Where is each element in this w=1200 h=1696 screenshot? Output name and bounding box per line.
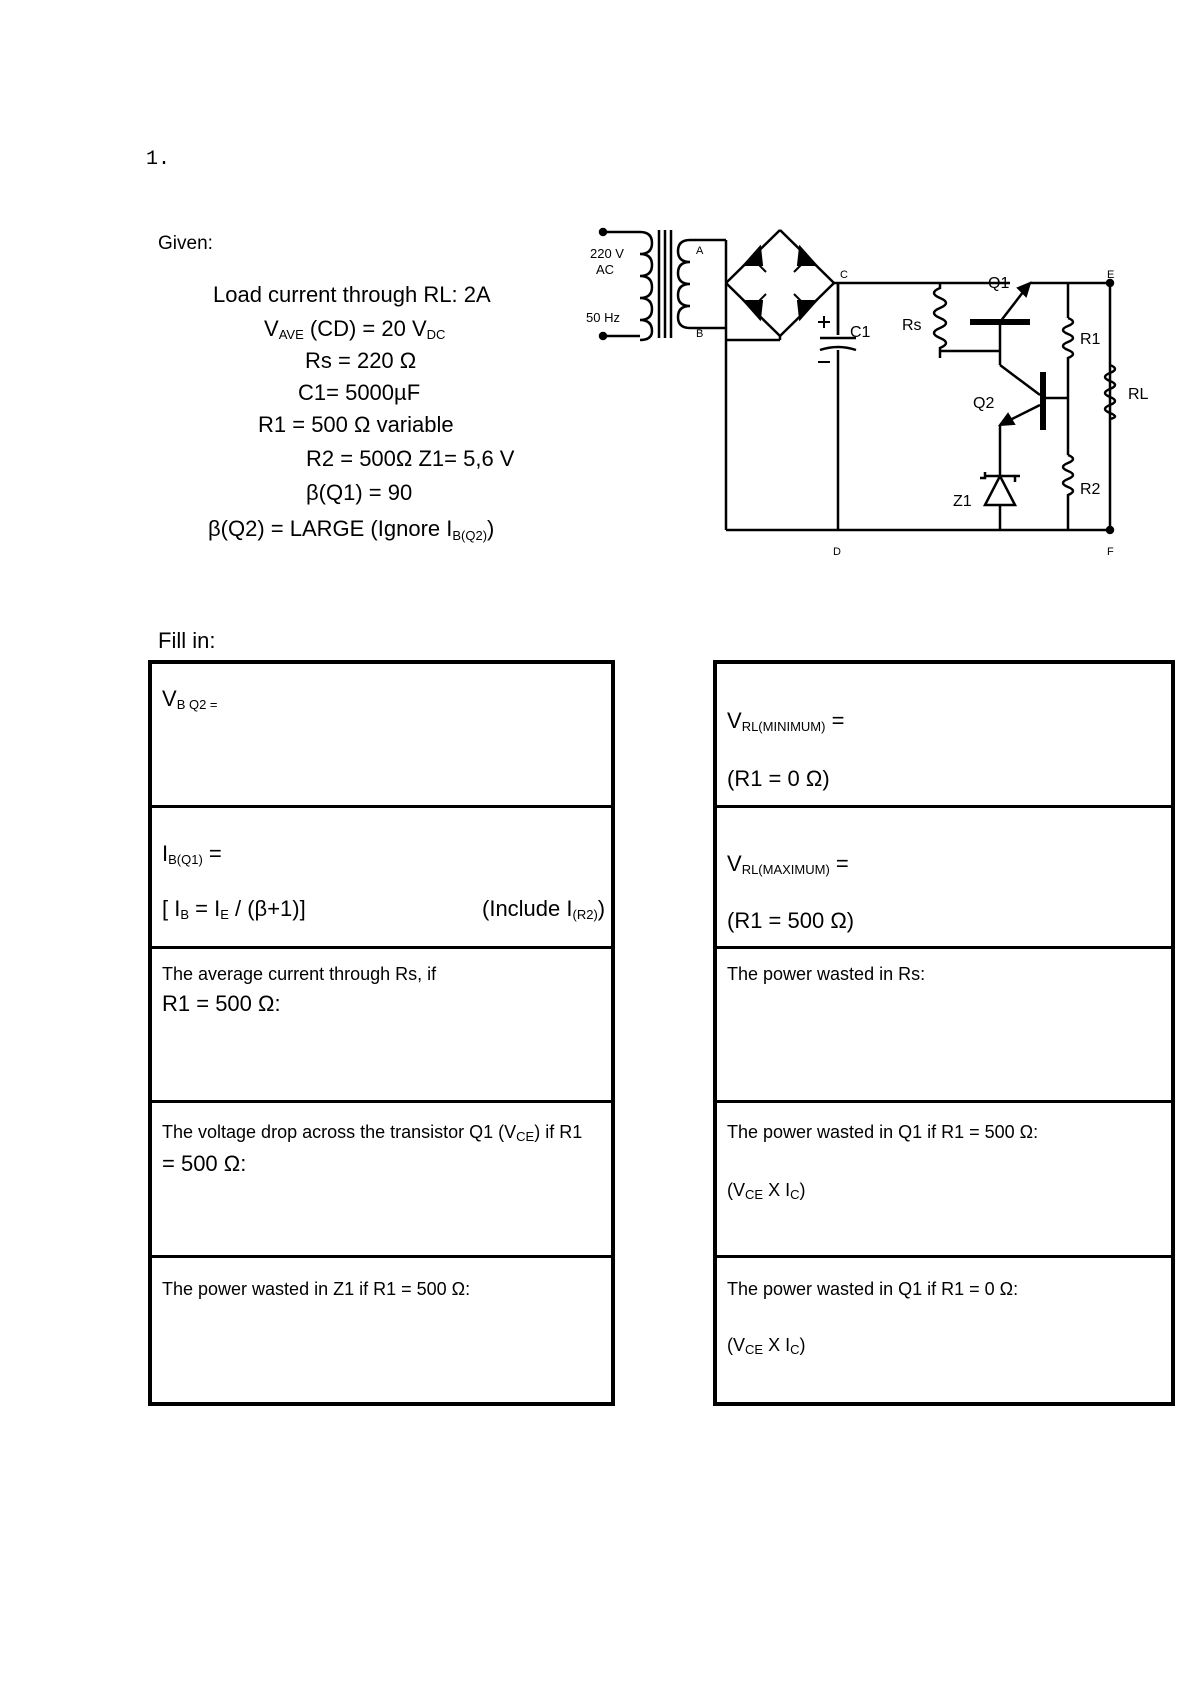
vrl-max-condition: (R1 = 500 Ω) (727, 908, 855, 933)
fill-in-heading: Fill in: (158, 628, 216, 653)
vce-q1-line2: = 500 Ω: (162, 1151, 247, 1176)
transistor-q2-label: Q2 (973, 395, 995, 412)
vrl-min-condition: (R1 = 0 Ω) (727, 766, 830, 791)
vrl-min-label: $V_{RL(MINIMUM)}$ = (727, 708, 845, 734)
ib-note: (Include $I_{(R2)}$) (482, 896, 606, 922)
power-q1-0-formula: ($V_{CE}$ X $I_C$) (727, 1335, 806, 1357)
source-type-label: AC (596, 262, 615, 277)
given-r2-z1: R2 = 500Ω Z1= 5,6 V (306, 446, 515, 471)
node-b-label: B (696, 328, 704, 340)
ib-q1-label: $I_{B(Q1)}$ = (162, 841, 222, 867)
transistor-q1-label: Q1 (988, 275, 1010, 292)
resistor-rl-label: RL (1128, 386, 1149, 403)
node-f-label: F (1107, 546, 1114, 558)
answer-box-vce-q1[interactable] (152, 1100, 611, 1255)
vrl-max-label: $V_{RL(MAXIMUM)}$ = (727, 851, 849, 877)
answer-box-vb-q2[interactable] (152, 664, 611, 805)
given-beta-q2: β(Q2) = LARGE (Ignore $I_{B(Q2)}$) (208, 516, 495, 543)
zener-label: Z1 (953, 493, 972, 510)
given-rs: Rs = 220 Ω (305, 348, 417, 373)
given-beta-q1: β(Q1) = 90 (306, 480, 413, 505)
answer-box-ib-q1[interactable] (152, 805, 611, 946)
answer-box-vrl-max[interactable] (717, 805, 1171, 946)
answer-box-power-rs[interactable] (717, 946, 1171, 1100)
question-number: 1. (146, 148, 171, 171)
source-voltage-label: 220 V (590, 246, 624, 261)
avg-current-rs-line2: R1 = 500 Ω: (162, 991, 281, 1016)
given-heading: Given: (158, 233, 213, 254)
node-d-label: D (833, 546, 841, 558)
resistor-rs-label: Rs (902, 317, 922, 334)
capacitor-label: C1 (850, 324, 871, 341)
answer-box-power-z1[interactable] (152, 1255, 611, 1404)
node-a-label: A (696, 245, 704, 257)
power-q1-0-line1: The power wasted in Q1 if R1 = 0 Ω: (727, 1279, 1019, 1299)
node-c-label: C (840, 269, 848, 281)
answer-box-power-q1-500[interactable] (717, 1100, 1171, 1255)
source-freq-label: 50 Hz (586, 310, 620, 325)
avg-current-rs-line1: The average current through Rs, if (162, 964, 437, 984)
resistor-r2-label: R2 (1080, 481, 1101, 498)
right-answer-grid (713, 660, 1175, 1406)
given-c1: C1= 5000µF (298, 380, 421, 405)
given-vave: $V_{AVE}$ (CD) = 20 $V_{DC}$ (264, 316, 446, 342)
power-q1-500-formula: ($V_{CE}$ X $I_C$) (727, 1180, 806, 1202)
ib-formula: [ $I_B = I_E / (\beta+1)$] (162, 896, 306, 922)
vce-q1-line1: The voltage drop across the transistor Q1 $(V_{CE})$ if R1 (162, 1122, 583, 1144)
power-z1-line1: The power wasted in Z1 if R1 = 500 Ω: (162, 1279, 471, 1299)
left-answer-grid (148, 660, 615, 1406)
power-q1-500-line1: The power wasted in Q1 if R1 = 500 Ω: (727, 1122, 1039, 1142)
answer-box-power-q1-0[interactable] (717, 1255, 1171, 1404)
resistor-r1-label: R1 (1080, 331, 1101, 348)
given-r1: R1 = 500 Ω variable (258, 412, 454, 437)
node-e-label: E (1107, 269, 1115, 281)
power-rs-line1: The power wasted in Rs: (727, 964, 926, 984)
answer-box-avg-current-rs[interactable] (152, 946, 611, 1100)
given-load-current: Load current through RL: 2A (213, 282, 491, 307)
circuit-diagram (0, 0, 1200, 600)
vb-q2-label: $V_{B Q2 =}$ (162, 686, 218, 712)
answer-box-vrl-min[interactable] (717, 664, 1171, 805)
